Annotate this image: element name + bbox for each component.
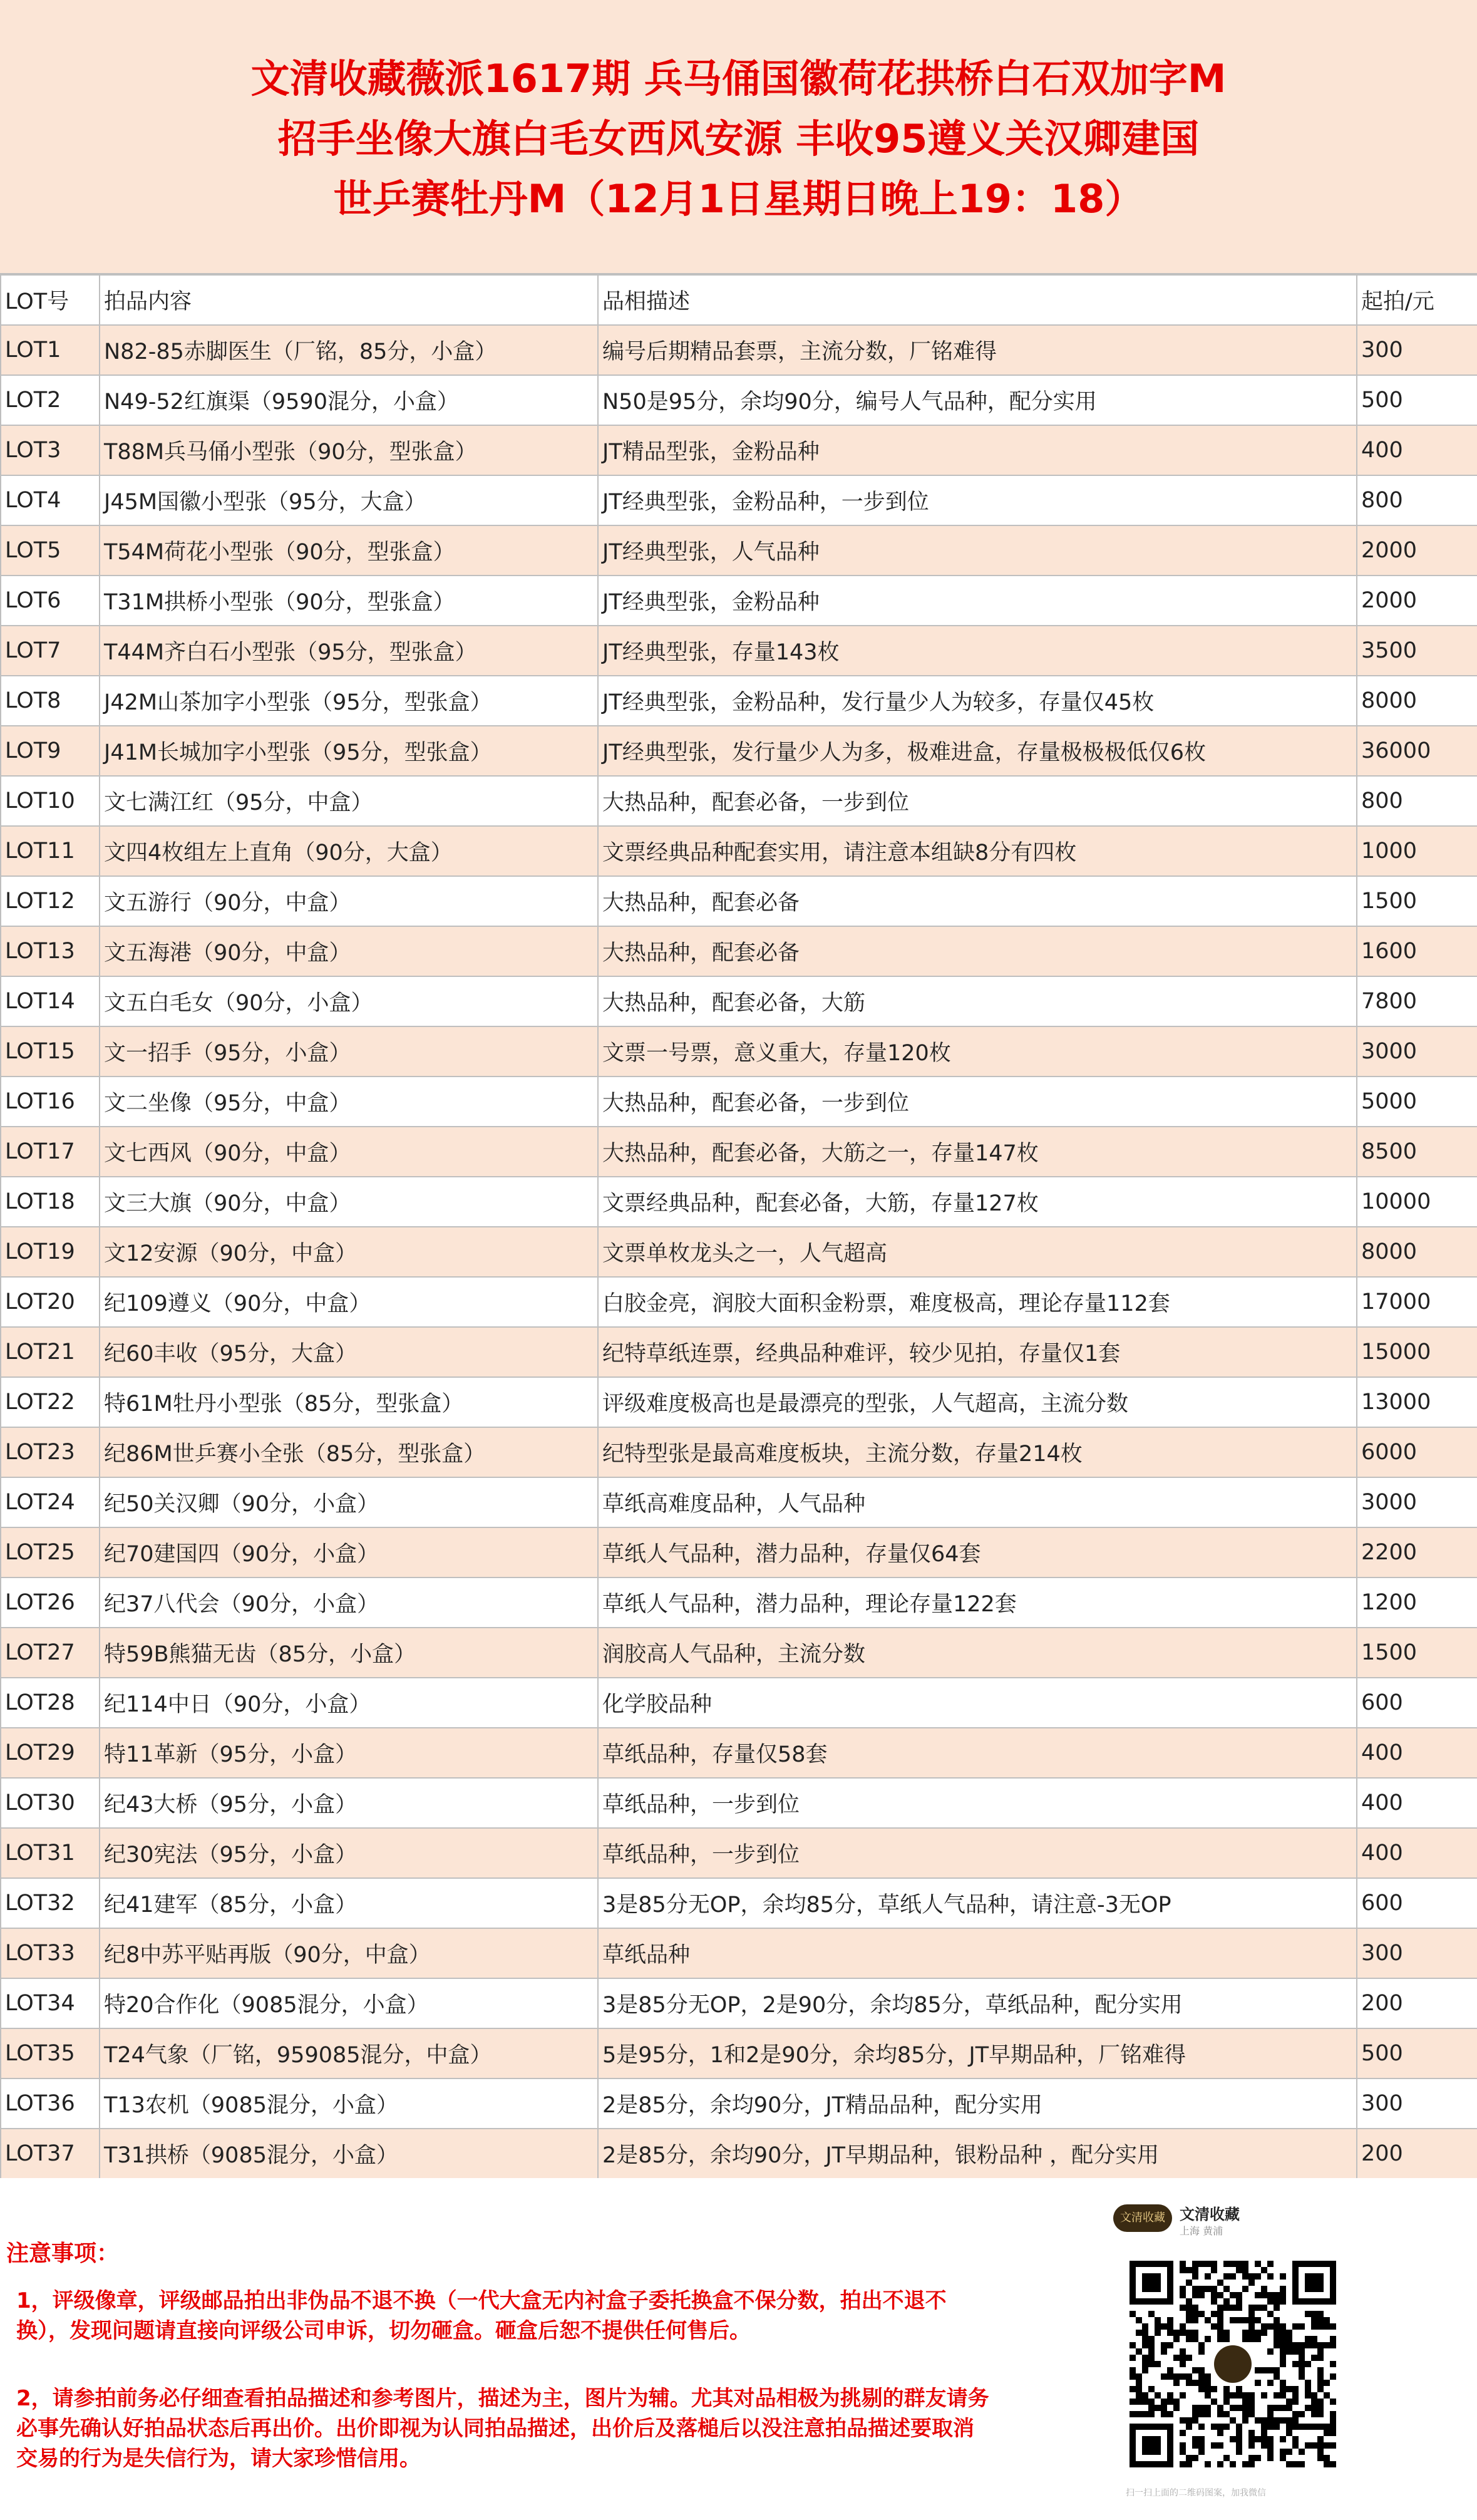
lot-number-cell: LOT25: [1, 1527, 100, 1578]
table-row: [1, 375, 1477, 425]
lot-item-cell: 纪114中日（90分，小盒）: [100, 1678, 598, 1728]
lot-item-cell: 纪37八代会（90分，小盒）: [100, 1578, 598, 1628]
lot-start-price-cell: 400: [1357, 1828, 1477, 1878]
table-row: [1, 1227, 1477, 1277]
qr-caption: 扫一扫上面的二维码图案，加我微信: [1126, 2488, 1266, 2498]
table-row: [1, 676, 1477, 726]
lot-start-price-cell: 400: [1357, 1728, 1477, 1778]
lot-number-cell: LOT27: [1, 1628, 100, 1678]
table-row: [1, 1527, 1477, 1578]
lot-condition-cell: 文票经典品种配套实用，请注意本组缺8分有四枚: [598, 826, 1357, 876]
lot-number-cell: LOT36: [1, 2078, 100, 2129]
lot-condition-cell: 草纸品种，一步到位: [598, 1828, 1357, 1878]
lot-item-cell: 文二坐像（95分，中盒）: [100, 1077, 598, 1127]
lot-number-cell: LOT30: [1, 1778, 100, 1828]
lot-condition-cell: 文票经典品种，配套必备，大筋，存量127枚: [598, 1177, 1357, 1227]
lot-start-price-cell: 300: [1357, 2078, 1477, 2129]
table-header-row: [1, 275, 1477, 325]
column-header-condition: 品相描述: [598, 275, 1357, 325]
lot-condition-cell: 润胶高人气品种，主流分数: [598, 1628, 1357, 1678]
lot-item-cell: 文四4枚组左上直角（90分，大盒）: [100, 826, 598, 876]
lot-start-price-cell: 2200: [1357, 1527, 1477, 1578]
lot-condition-cell: 2是85分，余均90分，JT早期品种，银粉品种 ，配分实用: [598, 2129, 1357, 2179]
lot-number-cell: LOT33: [1, 1928, 100, 1978]
lot-item-cell: 文五海港（90分，中盒）: [100, 926, 598, 976]
lot-number-cell: LOT13: [1, 926, 100, 976]
lot-start-price-cell: 400: [1357, 1778, 1477, 1828]
column-header-item: 拍品内容: [100, 275, 598, 325]
lot-number-cell: LOT11: [1, 826, 100, 876]
lot-item-cell: N49-52红旗渠（9590混分，小盒）: [100, 375, 598, 425]
lot-number-cell: LOT10: [1, 776, 100, 826]
lot-item-cell: 文七西风（90分，中盒）: [100, 1127, 598, 1177]
lot-start-price-cell: 17000: [1357, 1277, 1477, 1327]
lot-condition-cell: 纪特草纸连票，经典品种难评，较少见拍，存量仅1套: [598, 1327, 1357, 1377]
lot-start-price-cell: 3500: [1357, 626, 1477, 676]
lot-start-price-cell: 2000: [1357, 525, 1477, 576]
lot-condition-cell: 大热品种，配套必备，大筋之一，存量147枚: [598, 1127, 1357, 1177]
lot-start-price-cell: 7800: [1357, 976, 1477, 1026]
table-row: [1, 425, 1477, 475]
note-item-1: 1，评级像章，评级邮品拍出非伪品不退不换（一代大盒无内衬盒子委托换盒不保分数，拍出不退不换），发现问题请直接向评级公司申诉，切勿砸盒。砸盒后恕不提供任何售后。: [16, 2288, 947, 2343]
lot-start-price-cell: 400: [1357, 425, 1477, 475]
lot-condition-cell: 3是85分无OP，2是90分，余均85分，草纸品种，配分实用: [598, 1978, 1357, 2028]
lot-condition-cell: JT经典型张，金粉品种，发行量少人为较多，存量仅45枚: [598, 676, 1357, 726]
lot-item-cell: 文七满江红（95分，中盒）: [100, 776, 598, 826]
lot-item-cell: J41M长城加字小型张（95分，型张盒）: [100, 726, 598, 776]
lot-start-price-cell: 8500: [1357, 1127, 1477, 1177]
lot-number-cell: LOT34: [1, 1978, 100, 2028]
lot-number-cell: LOT5: [1, 525, 100, 576]
lot-number-cell: LOT6: [1, 576, 100, 626]
lot-number-cell: LOT29: [1, 1728, 100, 1778]
lot-condition-cell: JT经典型张，金粉品种: [598, 576, 1357, 626]
lot-item-cell: 文五白毛女（90分，小盒）: [100, 976, 598, 1026]
lot-start-price-cell: 600: [1357, 1878, 1477, 1928]
lot-number-cell: LOT15: [1, 1026, 100, 1077]
table-row: [1, 2028, 1477, 2078]
lot-item-cell: 文三大旗（90分，中盒）: [100, 1177, 598, 1227]
lot-condition-cell: 大热品种，配套必备，一步到位: [598, 776, 1357, 826]
lot-item-cell: 纪30宪法（95分，小盒）: [100, 1828, 598, 1878]
lot-item-cell: T24气象（厂铭，959085混分，中盒）: [100, 2028, 598, 2078]
lot-condition-cell: JT经典型张，发行量少人为多，极难进盒，存量极极极低仅6枚: [598, 726, 1357, 776]
lot-start-price-cell: 10000: [1357, 1177, 1477, 1227]
lot-number-cell: LOT37: [1, 2129, 100, 2179]
lot-condition-cell: 大热品种，配套必备，大筋: [598, 976, 1357, 1026]
lot-number-cell: LOT18: [1, 1177, 100, 1227]
lot-start-price-cell: 300: [1357, 1928, 1477, 1978]
table-row: [1, 475, 1477, 525]
lot-start-price-cell: 800: [1357, 776, 1477, 826]
lot-number-cell: LOT1: [1, 325, 100, 375]
lot-number-cell: LOT16: [1, 1077, 100, 1127]
table-row: [1, 976, 1477, 1026]
lot-item-cell: 特20合作化（9085混分，小盒）: [100, 1978, 598, 2028]
lot-item-cell: 特11革新（95分，小盒）: [100, 1728, 598, 1778]
shop-logo: 文清收藏: [1113, 2204, 1172, 2232]
lot-item-cell: J45M国徽小型张（95分，大盒）: [100, 475, 598, 525]
shop-name: 文清收藏: [1180, 2206, 1240, 2223]
table-row: [1, 1477, 1477, 1527]
lot-start-price-cell: 2000: [1357, 576, 1477, 626]
lot-start-price-cell: 200: [1357, 2129, 1477, 2179]
lot-number-cell: LOT17: [1, 1127, 100, 1177]
lot-start-price-cell: 3000: [1357, 1026, 1477, 1077]
table-row: [1, 876, 1477, 926]
lot-condition-cell: 大热品种，配套必备: [598, 926, 1357, 976]
lot-start-price-cell: 1500: [1357, 1628, 1477, 1678]
table-row: [1, 1878, 1477, 1928]
lot-start-price-cell: 15000: [1357, 1327, 1477, 1377]
lot-item-cell: T31拱桥（9085混分，小盒）: [100, 2129, 598, 2179]
lot-condition-cell: 草纸品种: [598, 1928, 1357, 1978]
lot-number-cell: LOT3: [1, 425, 100, 475]
lot-number-cell: LOT9: [1, 726, 100, 776]
lot-condition-cell: JT经典型张，存量143枚: [598, 626, 1357, 676]
lot-number-cell: LOT2: [1, 375, 100, 425]
lot-start-price-cell: 500: [1357, 375, 1477, 425]
lot-number-cell: LOT12: [1, 876, 100, 926]
shop-location: 上海 黄浦: [1180, 2225, 1223, 2237]
lot-start-price-cell: 800: [1357, 475, 1477, 525]
lot-item-cell: 特61M牡丹小型张（85分，型张盒）: [100, 1377, 598, 1427]
auction-header: [0, 0, 1477, 274]
lot-item-cell: 文五游行（90分，中盒）: [100, 876, 598, 926]
title-line-3: 世乒赛牡丹M（12月1日星期日晚上19：18）: [333, 176, 1144, 222]
lot-number-cell: LOT35: [1, 2028, 100, 2078]
lot-table-body: [1, 325, 1477, 2179]
table-row: [1, 1026, 1477, 1077]
table-row: [1, 525, 1477, 576]
lot-item-cell: 纪109遵义（90分，中盒）: [100, 1277, 598, 1327]
lot-condition-cell: JT经典型张，人气品种: [598, 525, 1357, 576]
lot-start-price-cell: 200: [1357, 1978, 1477, 2028]
lot-item-cell: N82-85赤脚医生（厂铭，85分，小盒）: [100, 325, 598, 375]
table-row: [1, 1427, 1477, 1477]
lot-condition-cell: 大热品种，配套必备: [598, 876, 1357, 926]
lot-condition-cell: JT精品型张，金粉品种: [598, 425, 1357, 475]
lot-item-cell: T88M兵马俑小型张（90分，型张盒）: [100, 425, 598, 475]
lot-number-cell: LOT19: [1, 1227, 100, 1277]
lot-condition-cell: 草纸品种，存量仅58套: [598, 1728, 1357, 1778]
table-row: [1, 1578, 1477, 1628]
column-header-lot: LOT号: [1, 275, 100, 325]
lot-start-price-cell: 8000: [1357, 1227, 1477, 1277]
lot-condition-cell: JT经典型张，金粉品种，一步到位: [598, 475, 1357, 525]
lot-item-cell: 纪41建军（85分，小盒）: [100, 1878, 598, 1928]
lot-start-price-cell: 1500: [1357, 876, 1477, 926]
lot-condition-cell: 草纸人气品种，潜力品种，理论存量122套: [598, 1578, 1357, 1628]
lot-condition-cell: 文票单枚龙头之一，人气超高: [598, 1227, 1357, 1277]
table-row: [1, 776, 1477, 826]
lot-condition-cell: 草纸品种，一步到位: [598, 1778, 1357, 1828]
lot-start-price-cell: 5000: [1357, 1077, 1477, 1127]
lot-condition-cell: 草纸人气品种，潜力品种，存量仅64套: [598, 1527, 1357, 1578]
lot-condition-cell: N50是95分，余均90分，编号人气品种，配分实用: [598, 375, 1357, 425]
table-row: [1, 2129, 1477, 2179]
lot-item-cell: T44M齐白石小型张（95分，型张盒）: [100, 626, 598, 676]
lot-start-price-cell: 8000: [1357, 676, 1477, 726]
lot-item-cell: J42M山茶加字小型张（95分，型张盒）: [100, 676, 598, 726]
table-row: [1, 826, 1477, 876]
lot-start-price-cell: 13000: [1357, 1377, 1477, 1427]
table-row: [1, 1628, 1477, 1678]
lot-condition-cell: 化学胶品种: [598, 1678, 1357, 1728]
lot-start-price-cell: 1600: [1357, 926, 1477, 976]
lot-number-cell: LOT26: [1, 1578, 100, 1628]
lot-condition-cell: 评级难度极高也是最漂亮的型张，人气超高，主流分数: [598, 1377, 1357, 1427]
lot-item-cell: 纪8中苏平贴再版（90分，中盒）: [100, 1928, 598, 1978]
lot-condition-cell: 草纸高难度品种，人气品种: [598, 1477, 1357, 1527]
table-row: [1, 1978, 1477, 2028]
lot-item-cell: T31M拱桥小型张（90分，型张盒）: [100, 576, 598, 626]
lot-condition-cell: 3是85分无OP，余均85分，草纸人气品种，请注意-3无OP: [598, 1878, 1357, 1928]
table-row: [1, 1377, 1477, 1427]
lot-condition-cell: 白胶金亮，润胶大面积金粉票，难度极高，理论存量112套: [598, 1277, 1357, 1327]
qr-code[interactable]: [1130, 2261, 1336, 2467]
lot-item-cell: T13农机（9085混分，小盒）: [100, 2078, 598, 2129]
lot-item-cell: 纪60丰收（95分，大盒）: [100, 1327, 598, 1377]
table-row: [1, 325, 1477, 375]
lot-start-price-cell: 500: [1357, 2028, 1477, 2078]
lot-start-price-cell: 300: [1357, 325, 1477, 375]
lot-condition-cell: 2是85分，余均90分，JT精品品种，配分实用: [598, 2078, 1357, 2129]
lot-item-cell: 纪86M世乒赛小全张（85分，型张盒）: [100, 1427, 598, 1477]
table-row: [1, 1678, 1477, 1728]
lot-start-price-cell: 3000: [1357, 1477, 1477, 1527]
table-row: [1, 626, 1477, 676]
lot-item-cell: 文12安源（90分，中盒）: [100, 1227, 598, 1277]
table-row: [1, 1077, 1477, 1127]
lot-item-cell: 特59B熊猫无齿（85分，小盒）: [100, 1628, 598, 1678]
column-header-start-price: 起拍/元: [1357, 275, 1477, 325]
table-row: [1, 1728, 1477, 1778]
table-row: [1, 1778, 1477, 1828]
lot-condition-cell: 纪特型张是最高难度板块，主流分数，存量214枚: [598, 1427, 1357, 1477]
lot-condition-cell: 文票一号票，意义重大，存量120枚: [598, 1026, 1357, 1077]
lot-number-cell: LOT32: [1, 1878, 100, 1928]
table-row: [1, 2078, 1477, 2129]
table-row: [1, 576, 1477, 626]
lot-condition-cell: 大热品种，配套必备，一步到位: [598, 1077, 1357, 1127]
lot-table: [0, 274, 1477, 2179]
lot-number-cell: LOT8: [1, 676, 100, 726]
title-line-1: 文清收藏薇派1617期 兵马俑国徽荷花拱桥白石双加字M: [250, 56, 1227, 101]
lot-number-cell: LOT31: [1, 1828, 100, 1878]
lot-item-cell: 纪70建国四（90分，小盒）: [100, 1527, 598, 1578]
lot-number-cell: LOT23: [1, 1427, 100, 1477]
title-line-2: 招手坐像大旗白毛女西风安源 丰收95遵义关汉卿建国: [277, 116, 1200, 162]
table-row: [1, 1828, 1477, 1878]
table-row: [1, 1177, 1477, 1227]
lot-number-cell: LOT4: [1, 475, 100, 525]
table-row: [1, 726, 1477, 776]
lot-start-price-cell: 1200: [1357, 1578, 1477, 1628]
notes-title: 注意事项：: [6, 2241, 120, 2266]
lot-number-cell: LOT7: [1, 626, 100, 676]
lot-number-cell: LOT24: [1, 1477, 100, 1527]
lot-start-price-cell: 36000: [1357, 726, 1477, 776]
table-row: [1, 1928, 1477, 1978]
lot-number-cell: LOT28: [1, 1678, 100, 1728]
lot-start-price-cell: 600: [1357, 1678, 1477, 1728]
lot-number-cell: LOT20: [1, 1277, 100, 1327]
lot-start-price-cell: 1000: [1357, 826, 1477, 876]
note-item-2: 2，请参拍前务必仔细查看拍品描述和参考图片，描述为主，图片为辅。尤其对品相极为挑剔的群友请务必事先确认好拍品状态后再出价。出价即视为认同拍品描述，出价后及落槌后以没注意拍品描述要取消交易的行为是失信行为，请大家珍惜信用。: [16, 2386, 989, 2471]
lot-item-cell: T54M荷花小型张（90分，型张盒）: [100, 525, 598, 576]
lot-condition-cell: 编号后期精品套票，主流分数，厂铭难得: [598, 325, 1357, 375]
lot-condition-cell: 5是95分，1和2是90分，余均85分，JT早期品种，厂铭难得: [598, 2028, 1357, 2078]
lot-item-cell: 文一招手（95分，小盒）: [100, 1026, 598, 1077]
lot-item-cell: 纪43大桥（95分，小盒）: [100, 1778, 598, 1828]
lot-number-cell: LOT21: [1, 1327, 100, 1377]
table-row: [1, 1277, 1477, 1327]
lot-number-cell: LOT22: [1, 1377, 100, 1427]
lot-number-cell: LOT14: [1, 976, 100, 1026]
lot-start-price-cell: 6000: [1357, 1427, 1477, 1477]
table-row: [1, 926, 1477, 976]
wechat-qr-card: [1101, 2192, 1364, 2505]
lot-item-cell: 纪50关汉卿（90分，小盒）: [100, 1477, 598, 1527]
table-row: [1, 1127, 1477, 1177]
table-row: [1, 1327, 1477, 1377]
